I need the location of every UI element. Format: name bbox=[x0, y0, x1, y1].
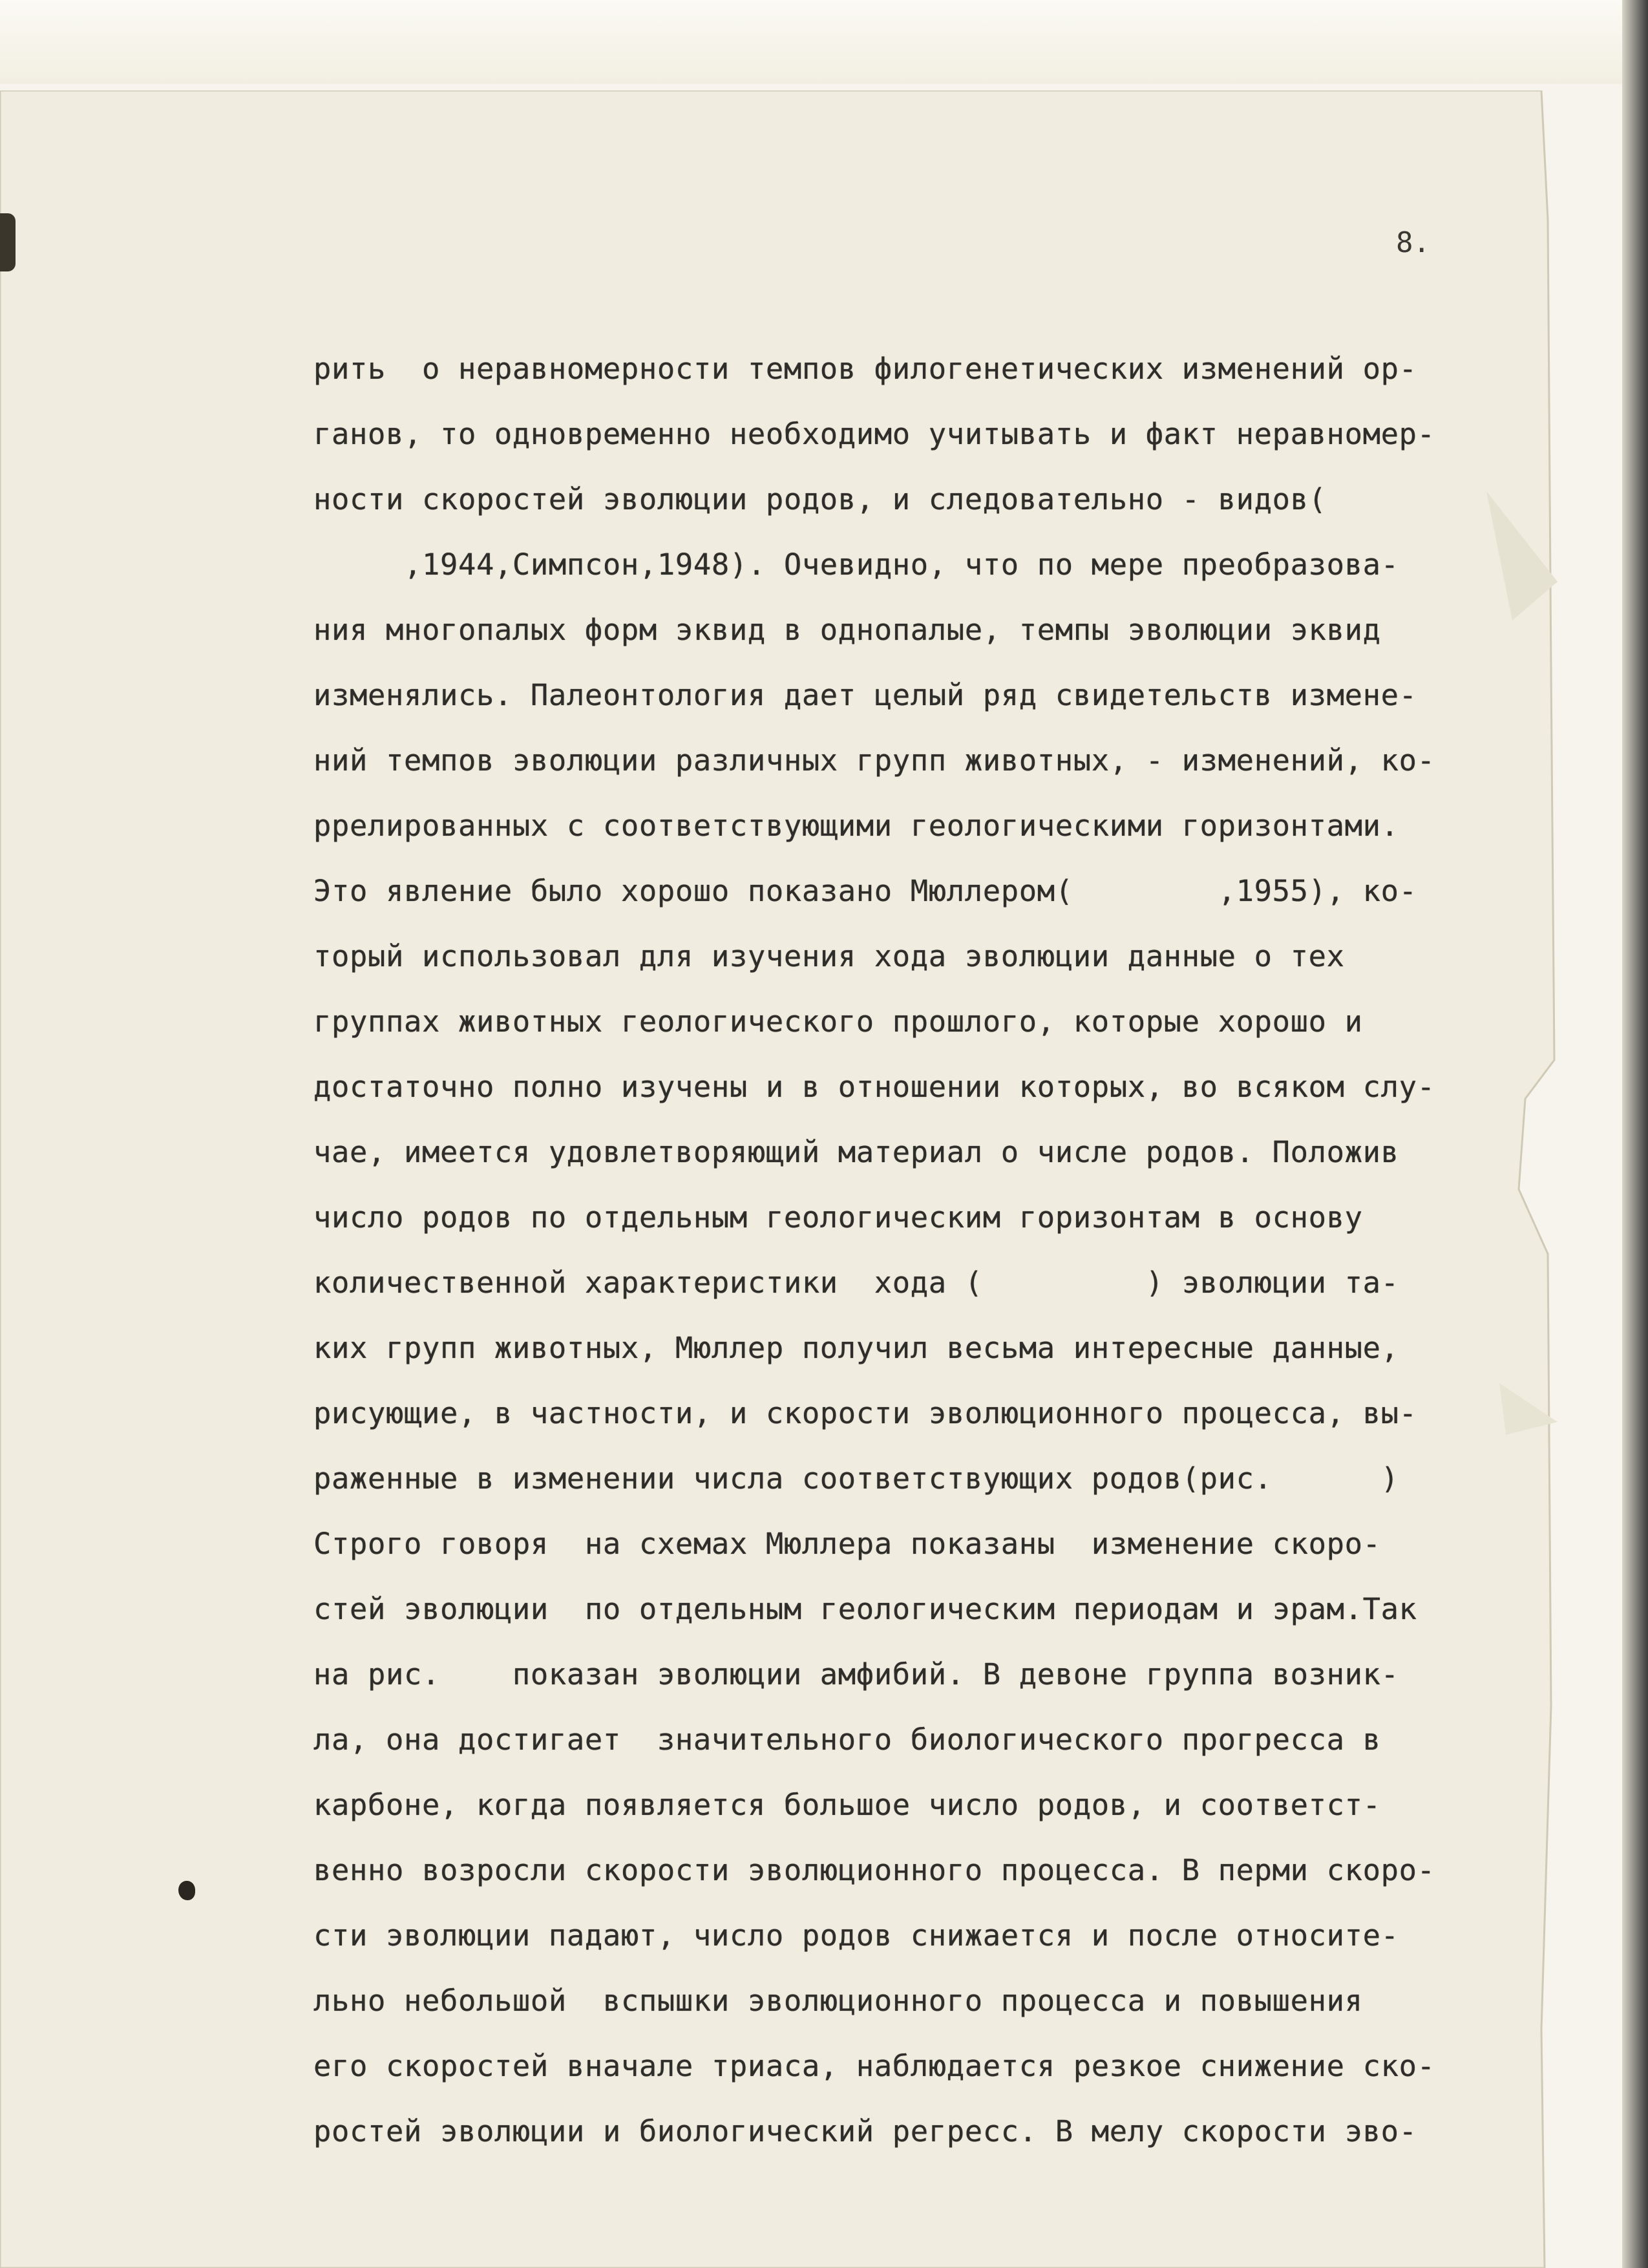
binder-hole bbox=[0, 213, 16, 271]
typewritten-text bbox=[313, 336, 1561, 2164]
text-line: рить о неравномерности темпов филогенетических изменений ор- bbox=[313, 352, 1417, 386]
ink-blot bbox=[178, 1881, 195, 1900]
text-line: чае, имеется удовлетворяющий материал о числе родов. Положив bbox=[313, 1135, 1399, 1169]
text-line: сти эволюции падают, число родов снижается и после относите- bbox=[313, 1918, 1399, 1953]
page-number: 8. bbox=[1396, 226, 1430, 259]
text-line: количественной характеристики хода ( ) эволюции та- bbox=[313, 1266, 1399, 1300]
text-line: льно небольшой вспышки эволюционного процесса и повышения bbox=[313, 1984, 1363, 2018]
text-line: ких групп животных, Мюллер получил весьма интересные данные, bbox=[313, 1331, 1399, 1365]
text-line: ний темпов эволюции различных групп животных, - изменений, ко- bbox=[313, 743, 1435, 778]
scanner-margin bbox=[0, 0, 1648, 84]
text-line: Строго говоря на схемах Мюллера показаны изменение скоро- bbox=[313, 1527, 1381, 1561]
text-line: рисующие, в частности, и скорости эволюционного процесса, вы- bbox=[313, 1396, 1417, 1430]
text-line: стей эволюции по отдельным геологическим периодам и эрам.Так bbox=[313, 1592, 1417, 1626]
text-line: достаточно полно изучены и в отношении которых, во всяком слу- bbox=[313, 1070, 1435, 1104]
text-line: на рис. показан эволюции амфибий. В девоне группа возник- bbox=[313, 1657, 1399, 1691]
text-line: Это явление было хорошо показано Мюллером( ,1955), ко- bbox=[313, 874, 1417, 908]
text-line: карбоне, когда появляется большое число родов, и соответст- bbox=[313, 1788, 1381, 1822]
text-line: торый использовал для изучения хода эволюции данные о тех bbox=[313, 939, 1345, 973]
text-line: его скоростей вначале триаса, наблюдается резкое снижение ско- bbox=[313, 2049, 1435, 2083]
text-line: ганов, то одновременно необходимо учитывать и факт неравномер- bbox=[313, 417, 1435, 451]
text-line: ности скоростей эволюции родов, и следовательно - видов( bbox=[313, 482, 1327, 516]
text-line: раженные в изменении числа соответствующих родов(рис. ) bbox=[313, 1461, 1399, 1496]
text-line: ростей эволюции и биологический регресс. В мелу скорости эво- bbox=[313, 2114, 1417, 2148]
text-line: ,1944,Симпсон,1948). Очевидно, что по мере преобразова- bbox=[313, 547, 1399, 582]
text-line: группах животных геологического прошлого, которые хорошо и bbox=[313, 1004, 1363, 1039]
text-line: ррелированных с соответствующими геологическими горизонтами. bbox=[313, 809, 1399, 843]
text-line: число родов по отдельным геологическим горизонтам в основу bbox=[313, 1200, 1363, 1235]
text-line: ла, она достигает значительного биологического прогресса в bbox=[313, 1722, 1381, 1757]
text-line: ния многопалых форм эквид в однопалые, темпы эволюции эквид bbox=[313, 613, 1381, 647]
text-line: изменялись. Палеонтология дает целый ряд свидетельств измене- bbox=[313, 678, 1417, 712]
text-line: венно возросли скорости эволюционного процесса. В перми скоро- bbox=[313, 1853, 1435, 1887]
scanner-edge-shadow bbox=[1622, 0, 1648, 2268]
